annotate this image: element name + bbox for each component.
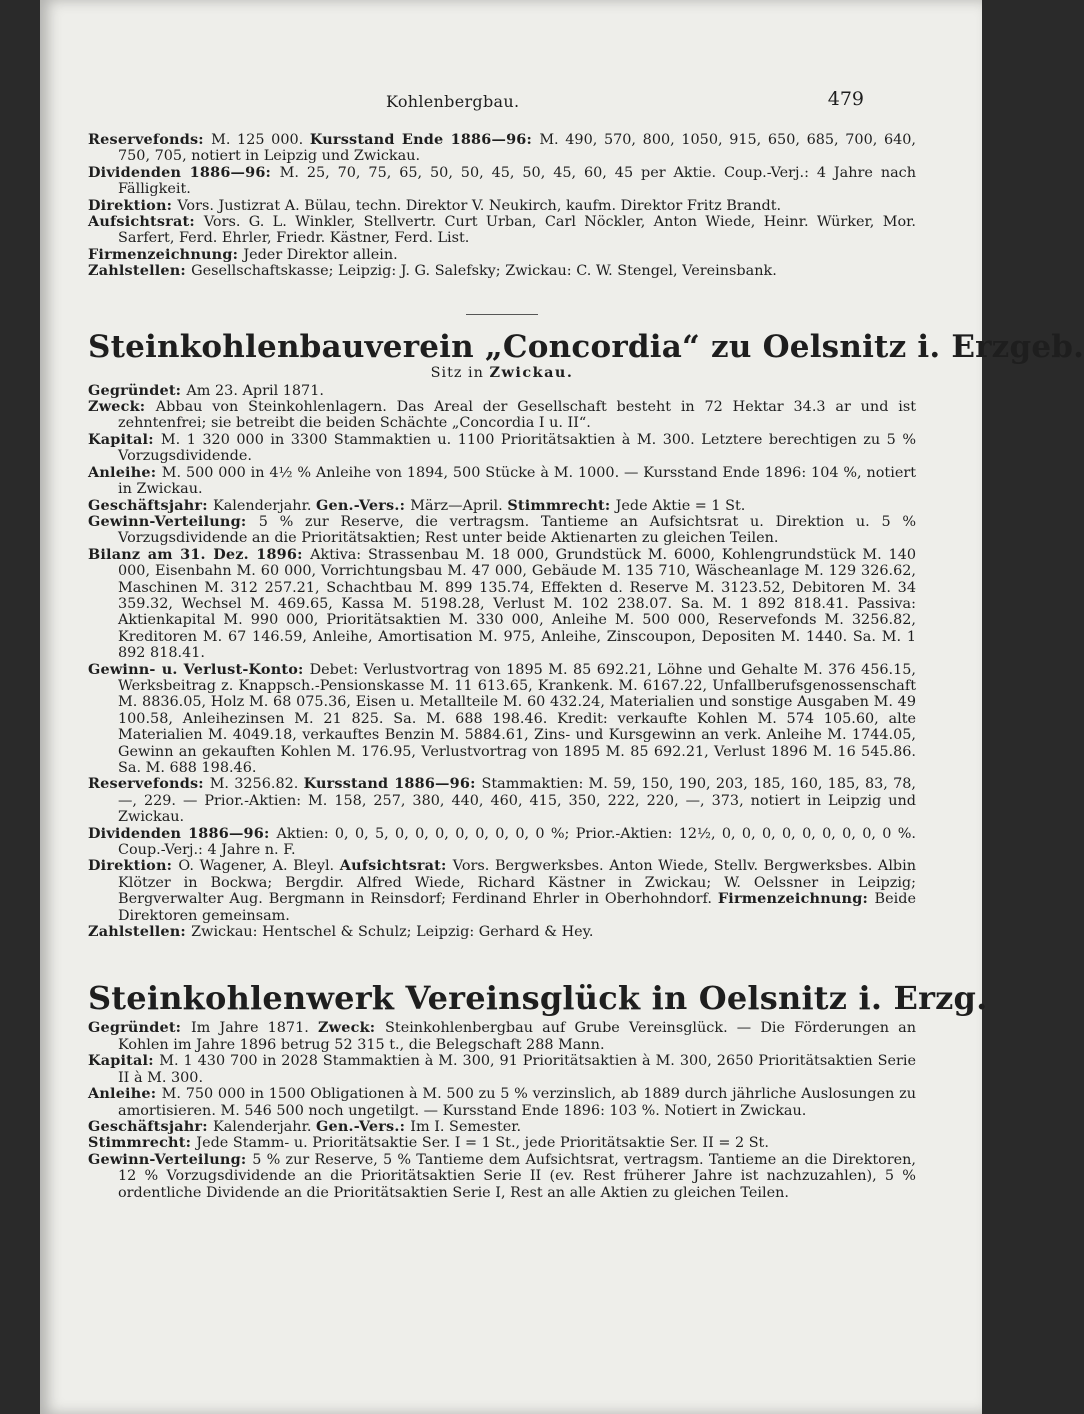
- entry-text: M. 750 000 in 1500 Obligationen à M. 500 zu 5 % verzinslich, ab 1889 durch jährliche Auslosungen zu amortisieren. M. 546 500 noch ungetilgt. — Kursstand Ende 1896: 103 %. Notiert in Zwickau.: [118, 1086, 916, 1119]
- entry-paragraph: [88, 132, 916, 165]
- entry-text: März—April.: [410, 497, 508, 514]
- entry-text: Stammaktien: M. 59, 150, 190, 203, 185, 160, 185, 83, 78, —, 229. — Prior.-Aktien: M. 158, 257, 380, 440, 460, 415, 350, 222, 220, —, 373, notiert in Leipzig und Zwickau.: [118, 776, 916, 826]
- entry-paragraph: [88, 214, 916, 247]
- entry-label: Geschäftsjahr:: [88, 1117, 213, 1135]
- section-concordia: [88, 383, 916, 941]
- entry-text: Vors. G. L. Winkler, Stellvertr. Curt Urban, Carl Nöckler, Anton Wiede, Heinr. Würker, Mor. Sarfert, Ferd. Ehrler, Friedr. Kästner, Ferd. List.: [118, 214, 916, 247]
- entry-label: Geschäftsjahr:: [88, 496, 213, 514]
- entry-label: Gegründet:: [88, 1019, 191, 1037]
- entry-label: Gen.-Vers.:: [316, 1117, 411, 1135]
- entry-text: M. 1 430 700 in 2028 Stammaktien à M. 300, 91 Prioritätsaktien à M. 300, 2650 Prioritätsaktien Serie II à M. 300.: [118, 1053, 916, 1086]
- entry-text: M. 25, 70, 75, 65, 50, 50, 45, 50, 45, 60, 45 per Aktie. Coup.-Verj.: 4 Jahre nach Fälligkeit.: [118, 164, 916, 198]
- entry-label: Gen.-Vers.:: [316, 496, 411, 514]
- entry-label: Stimmrecht:: [88, 1134, 197, 1152]
- entry-paragraph: [88, 1086, 916, 1119]
- entry-label: Direktion:: [88, 196, 178, 214]
- entry-label: Zweck:: [317, 1019, 386, 1037]
- entry-label: Kursstand Ende 1886—96:: [309, 131, 540, 148]
- entry-text: 5 % zur Reserve, 5 % Tantieme dem Aufsichtsrat, vertragsm. Tantieme an die Direktoren, 12 % Vorzugsdividende an die Prioritätsaktien Serie II (ev. Rest früherer Jahre ist nachzuzahlen), 5 % ordentliche Dividende an die Prioritätsaktien Serie I, Rest an alle Aktien zu gleichen Teilen.: [118, 1151, 917, 1201]
- section-previous-company: [88, 132, 916, 280]
- entry-text: Zwickau: Hentschel & Schulz; Leipzig: Gerhard & Hey.: [191, 924, 594, 941]
- entry-paragraph: [88, 1020, 916, 1053]
- entry-label: Aufsichtsrat:: [88, 213, 204, 231]
- entry-paragraph: [88, 1152, 916, 1201]
- entry-paragraph: [88, 165, 916, 198]
- seat-prefix: Sitz in: [430, 364, 490, 381]
- entry-paragraph: [88, 198, 916, 214]
- entry-label: Kapital:: [88, 1052, 160, 1070]
- entry-text: Im Jahre 1871.: [190, 1020, 318, 1037]
- entry-text: Gesellschaftskasse; Leipzig: J. G. Salefsky; Zwickau: C. W. Stengel, Vereinsbank.: [191, 263, 777, 280]
- entry-label: Aufsichtsrat:: [339, 857, 453, 875]
- section-divider: [466, 314, 538, 315]
- entry-paragraph: [88, 263, 916, 279]
- entry-label: Gewinn-Verteilung:: [88, 512, 259, 530]
- entry-text: Im I. Semester.: [410, 1118, 522, 1135]
- entry-label: Reservefonds:: [88, 131, 212, 148]
- entry-text: Vors. Justizrat A. Bülau, techn. Direktor V. Neukirch, kaufm. Direktor Fritz Brandt.: [177, 197, 782, 214]
- entry-text: M. 3256.82.: [209, 776, 304, 793]
- entry-paragraph: [88, 399, 916, 432]
- entry-label: Gegründet:: [88, 381, 187, 399]
- entry-text: Jeder Direktor allein.: [243, 246, 398, 263]
- page-header: [40, 88, 982, 116]
- entry-paragraph: [88, 1119, 916, 1135]
- entry-label: Zahlstellen:: [88, 923, 192, 941]
- entry-label: Kapital:: [88, 430, 161, 448]
- entry-paragraph: [88, 662, 916, 777]
- entry-text: Vors. Bergwerksbes. Anton Wiede, Stellv. Bergwerksbes. Albin Klötzer in Bockwa; Bergdir. Alfred Wiede, Richard Kästner in Zwickau; W. Oelssner in Leipzig; Bergverwalter Aug. Bergmann in Reinsdorf; Ferdinand Ehrler in Oberhohndorf.: [118, 858, 917, 908]
- entry-paragraph: [88, 432, 916, 465]
- entry-text: Steinkohlenbergbau auf Grube Vereinsglück. — Die Förderungen an Kohlen im Jahre 1896 betrug 52 315 t., die Belegschaft 288 Mann.: [118, 1020, 917, 1053]
- entry-paragraph: [88, 858, 916, 924]
- document-page: [40, 0, 1084, 1414]
- running-header: Kohlenbergbau.: [386, 92, 520, 111]
- entry-text: Debet: Verlustvortrag von 1895 M. 85 692.21, Löhne und Gehalte M. 376 456.15, Werksbeitrag z. Knappsch.-Pensionskasse M. 11 613.65, Krankenk. M. 6167.22, Unfallberufsgenossenschaft M. 8836.05, Holz M. 68 075.36, Eisen u. Metallteile M. 60 432.24, Materialien und sonstige Ausgaben M. 49 100.58, Anleihezinsen M. 21 825. Sa. M. 688 198.46. Kredit: verkaufte Kohlen M. 574 105.60, alte Materialien M. 4049.18, verkauftes Benzin M. 5884.61, Zins- und Kursgewinn an verk. Anleihe M. 1744.05, Gewinn an gekauften Kohlen M. 176.95, Verlustvortrag von 1895 M. 85 692.21, Verlust 1896 M. 16 545.86. Sa. M. 688 198.46.: [118, 661, 916, 776]
- entry-paragraph: [88, 247, 916, 263]
- entry-label: Dividenden 1886—96:: [88, 824, 277, 842]
- entry-label: Zahlstellen:: [88, 262, 192, 280]
- entry-text: Jede Stamm- u. Prioritätsaktie Ser. I = 1 St., jede Prioritätsaktie Ser. II = 2 St.: [196, 1135, 769, 1152]
- entry-paragraph: [88, 465, 916, 498]
- entry-paragraph: [88, 1053, 916, 1086]
- entry-text: O. Wagener, A. Bleyl.: [178, 858, 340, 875]
- entry-label: Gewinn- u. Verlust-Konto:: [88, 660, 310, 678]
- entry-paragraph: [88, 776, 916, 825]
- entry-text: Aktien: 0, 0, 5, 0, 0, 0, 0, 0, 0, 0, 0 %; Prior.-Aktien: 12½, 0, 0, 0, 0, 0, 0, 0, 0, 0 %. Coup.-Verj.: 4 Jahre n. F.: [118, 825, 917, 859]
- entry-text: Aktiva: Strassenbau M. 18 000, Grundstück M. 6000, Kohlengrundstück M. 140 000, Eisenbahn M. 60 000, Vorrichtungsbau M. 47 000, Gebäude M. 135 710, Wäscheanlage M. 129 326.62, Maschinen M. 312 257.21, Schachtbau M. 899 135.74, Effekten d. Reserve M. 3123.52, Debitoren M. 34 359.32, Wechsel M. 469.65, Kassa M. 5198.28, Verlust M. 102 238.07. Sa. M. 1 892 818.41. Passiva: Aktienkapital M. 990 000, Prioritätsaktien M. 330 000, Anleihe M. 500 000, Reservefonds M. 3256.82, Kreditoren M. 67 146.59, Anleihe, Amortisation M. 975, Anleihe, Zinscoupon, Depositen M. 1440. Sa. M. 1 892 818.41.: [118, 546, 917, 662]
- entry-label: Anleihe:: [88, 463, 162, 481]
- entry-text: Jede Aktie = 1 St.: [615, 497, 746, 514]
- entry-text: Abbau von Steinkohlenlagern. Das Areal der Gesellschaft besteht in 72 Hektar 34.3 ar und ist zehntenfrei; sie betreibt die beiden Schächte „Concordia I u. II“.: [118, 399, 916, 432]
- company-seat: [88, 365, 916, 381]
- entry-label: Stimmrecht:: [507, 496, 616, 514]
- entry-text: Kalenderjahr.: [212, 1118, 317, 1135]
- entry-label: Reservefonds:: [88, 775, 210, 793]
- section-vereinsglueck: [88, 1020, 916, 1200]
- entry-text: M. 490, 570, 800, 1050, 915, 650, 685, 700, 640, 750, 705, notiert in Leipzig und Zwickau.: [118, 132, 917, 165]
- entry-text: M. 500 000 in 4½ % Anleihe von 1894, 500 Stücke à M. 1000. — Kursstand Ende 1896: 104 %, notiert in Zwickau.: [118, 464, 916, 498]
- entry-label: Firmenzeichnung:: [717, 890, 875, 908]
- entry-paragraph: [88, 547, 916, 662]
- entry-paragraph: [88, 924, 916, 940]
- page-content: [88, 131, 1084, 1201]
- entry-label: Bilanz am 31. Dez. 1896:: [88, 545, 311, 563]
- entry-paragraph: [88, 383, 916, 399]
- entry-paragraph: [88, 498, 916, 514]
- entry-text: Beide Direktoren gemeinsam.: [118, 891, 916, 924]
- entry-paragraph: [88, 514, 916, 547]
- entry-text: Kalenderjahr.: [212, 497, 317, 514]
- entry-label: Firmenzeichnung:: [88, 245, 244, 263]
- seat-city: Zwickau.: [489, 363, 574, 381]
- entry-label: Dividenden 1886—96:: [88, 163, 280, 181]
- entry-text: M. 1 320 000 in 3300 Stammaktien u. 1100 Prioritätsaktien à M. 300. Letztere berechtigen zu 5 % Vorzugsdividende.: [118, 431, 916, 465]
- entry-label: Zweck:: [88, 398, 156, 416]
- entry-paragraph: [88, 826, 916, 859]
- entry-label: Direktion:: [88, 857, 179, 875]
- company-title-concordia: Steinkohlenbauverein „Concordia“ zu Oelsnitz i. Erzgeb.: [88, 328, 1084, 365]
- entry-label: Kursstand 1886—96:: [303, 775, 482, 793]
- entry-paragraph: [88, 1135, 916, 1151]
- entry-text: 5 % zur Reserve, die vertragsm. Tantieme an Aufsichtsrat u. Direktion u. 5 % Vorzugsdividende an die Prioritätsaktien; Rest unter beide Aktienarten zu gleichen Teilen.: [118, 513, 916, 547]
- page-number: 479: [827, 88, 864, 110]
- entry-text: M. 125 000.: [211, 132, 310, 148]
- company-title-vereinsglueck: Steinkohlenwerk Vereinsglück in Oelsnitz i. Erzg.: [88, 979, 988, 1018]
- entry-text: Am 23. April 1871.: [186, 382, 324, 399]
- entry-label: Gewinn-Verteilung:: [88, 1150, 253, 1168]
- entry-label: Anleihe:: [88, 1085, 162, 1103]
